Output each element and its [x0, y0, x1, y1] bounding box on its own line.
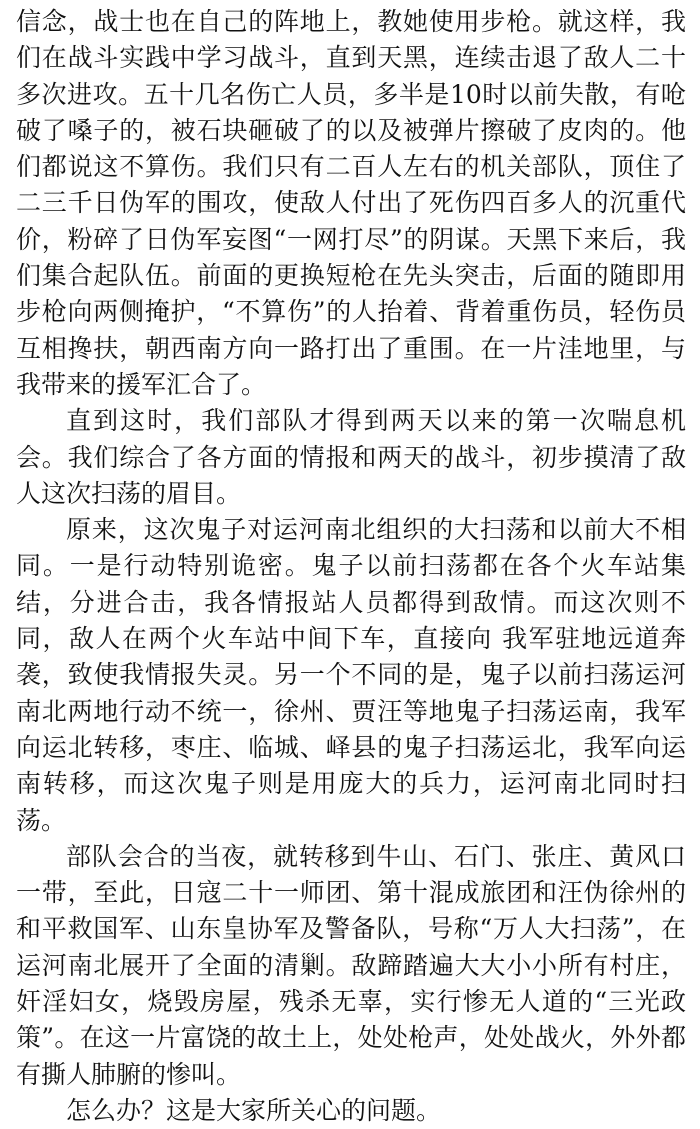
paragraph-3: 原来，这次鬼子对运河南北组织的大扫荡和以前大不相同。一是行动特别诡密。鬼子以前扫荡都在各个火车站集结，分进合击，我各情报站人员都得到敌情。而这次则不同，敌人在两个火车站中间下车，直接向 我军驻地远道奔袭，致使我情报失灵。另一个不同的是，鬼子以前扫荡运河南北两地行动不统一，徐州、贾汪等地鬼子扫荡运南，我军向运北转移，枣庄、临城、峄县的鬼子扫荡运北，我军向运南转移，而这次鬼子则是用庞大的兵力，运河南北同时扫荡。 [16, 515, 686, 835]
paragraph-5: 怎么办？这是大家所关心的问题。 [66, 1095, 442, 1125]
paragraph-4: 部队会合的当夜，就转移到牛山、石门、张庄、黄风口一带，至此，日寇二十一师团、第十混成旅团和汪伪徐州的和平救国军、山东皇协军及警备队，号称“万人大扫荡”，在运河南北展开了全面的清剿。敌蹄踏遍大大小小所有村庄，奸淫妇女，烧毁房屋，残杀无辜，实行惨无人道的“三光政策”。在这一片富饶的故土上，处处枪声，处处战火，外外都有撕人肺腑的惨叫。 [16, 841, 686, 1089]
paragraph-2: 直到这时，我们部队才得到两天以来的第一次喘息机会。我们综合了各方面的情报和两天的战斗，初步摸清了敌人这次扫荡的眉目。 [16, 406, 686, 508]
paragraph-1: 信念，战士也在自己的阵地上，教她使用步枪。就这样，我们在战斗实践中学习战斗，直到天黑，连续击退了敌人二十多次进攻。五十几名伤亡人员，多半是10时以前失散，有呛破了嗓子的，被石块砸破了的以及被弹片擦破了皮肉的。他们都说这不算伤。我们只有二百人左右的机关部队，顶住了二三千日伪军的围攻，使敌人付出了死伤四百多人的沉重代价，粉碎了日伪军妄图“一网打尽”的阴谋。天黑下来后，我们集合起队伍。前面的更换短枪在先头突击，后面的随即用步枪向两侧掩护，“不算伤”的人抬着、背着重伤员，轻伤员互相搀扶，朝西南方向一路打出了重围。在一片洼地里，与我带来的援军汇合了。 [16, 7, 686, 399]
